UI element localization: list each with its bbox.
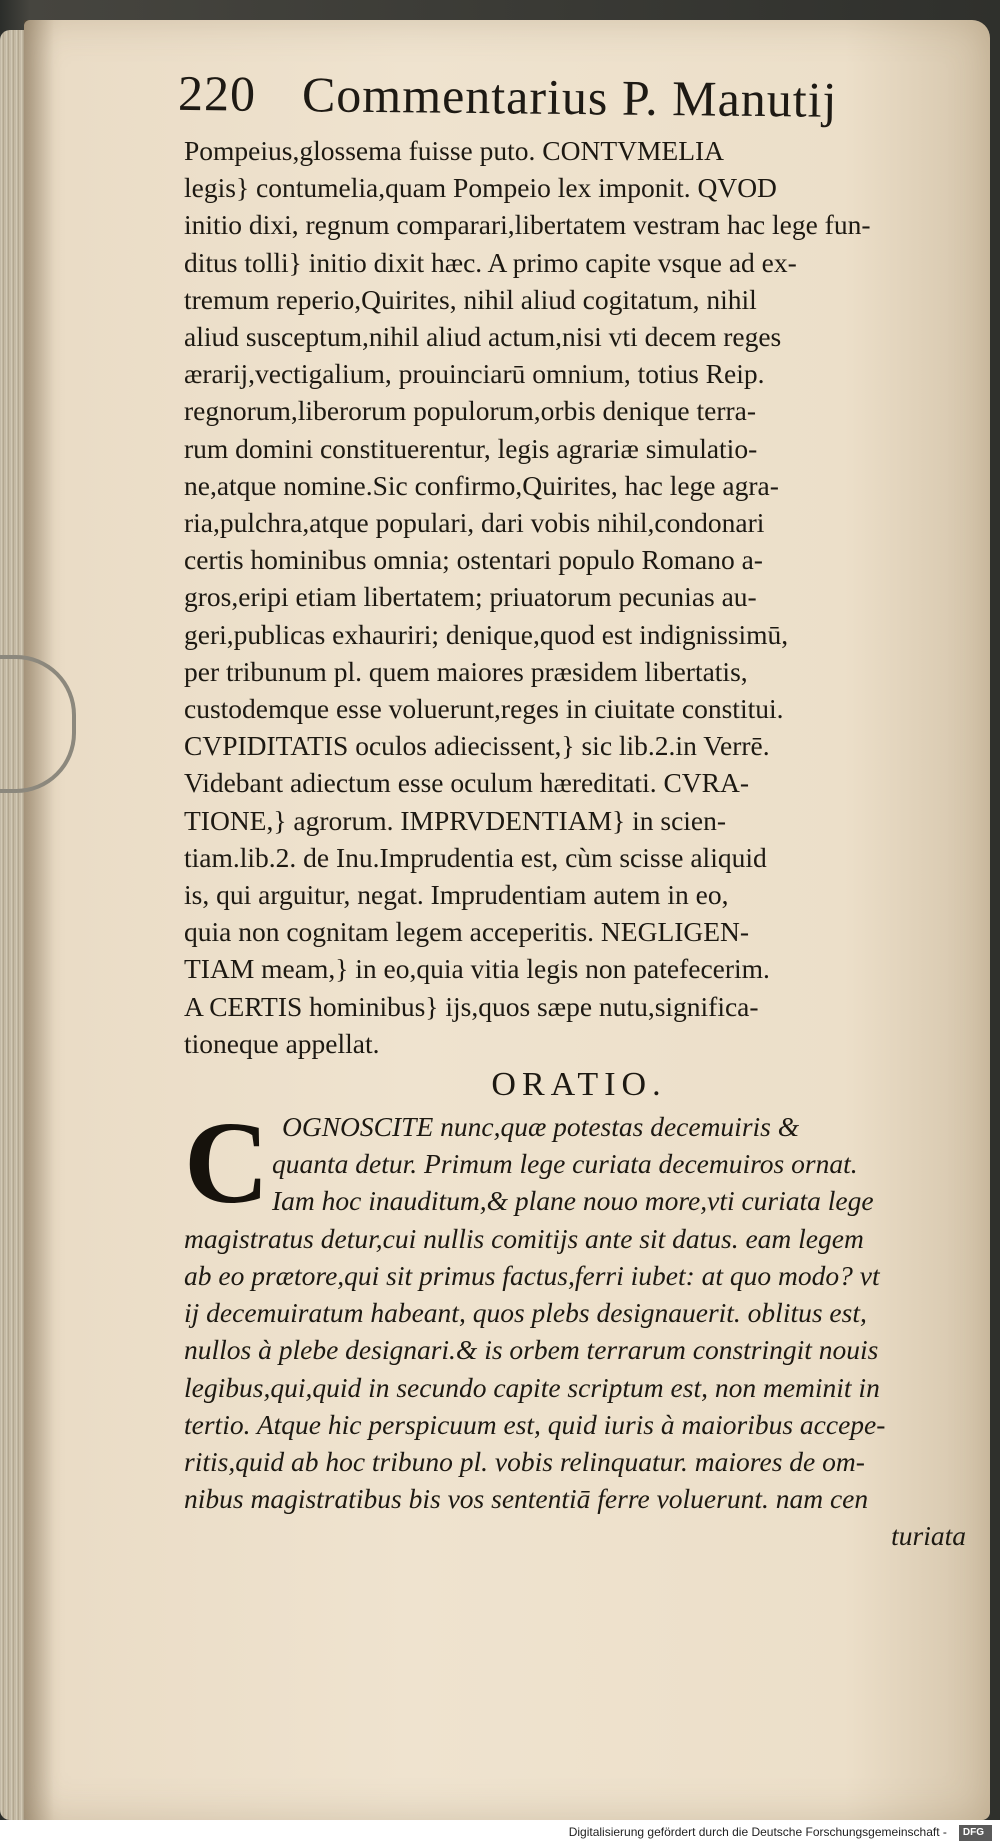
- catchword: turiata: [891, 1520, 966, 1552]
- commentary-line: tiam.lib.2. de Inu.Imprudentia est, cùm scisse aliquid: [184, 841, 767, 873]
- commentary-line: regnorum,liberorum populorum,orbis denique terra-: [184, 395, 756, 427]
- footer-text: Digitalisierung gefördert durch die Deutsche Forschungsgemeinschaft -: [568, 1825, 947, 1839]
- oratio-first-line: OGNOSCITE nunc,quæ potestas decemuiris &: [282, 1111, 800, 1143]
- commentary-line: is, qui arguitur, negat. Imprudentiam autem in eo,: [184, 879, 729, 911]
- section-heading: ORATIO.: [491, 1066, 667, 1104]
- oratio-line: magistratus detur,cui nullis comitijs ante sit datus. eam legem: [184, 1222, 864, 1254]
- commentary-line: tioneque appellat.: [184, 1027, 380, 1059]
- commentary-line: geri,publicas exhauriri; denique,quod est indignissimū,: [184, 618, 789, 650]
- gutter-shadow: [24, 20, 54, 1820]
- commentary-line: ærarij,vectigalium, prouinciarū omnium, totius Reip.: [184, 358, 765, 390]
- oratio-line: ij decemuiratum habeant, quos plebs designauerit. oblitus est,: [184, 1297, 867, 1329]
- digitization-footer: [0, 1820, 1000, 1845]
- oratio-line: ritis,quid ab hoc tribuno pl. vobis relinquatur. maiores de om-: [184, 1445, 865, 1477]
- oratio-line: tertio. Atque hic perspicuum est, quid iuris à maioribus accepe-: [184, 1408, 886, 1440]
- commentary-line: CVPIDITATIS oculos adiecissent,} sic lib.2.in Verrē.: [184, 730, 770, 762]
- commentary-line: TIAM meam,} in eo,quia vitia legis non patefecerim.: [184, 953, 770, 985]
- oratio-line: legibus,qui,quid in secundo capite scriptum est, non meminit in: [184, 1371, 880, 1403]
- drop-cap: C: [184, 1097, 270, 1229]
- commentary-line: ria,pulchra,atque populari, dari vobis nihil,condonari: [184, 507, 765, 539]
- oratio-lines: [184, 1145, 974, 1517]
- commentary-line: Videbant adiectum esse oculum hæreditati. CVRA-: [184, 767, 750, 799]
- commentary-line: legis} contumelia,quam Pompeio lex imponit. QVOD: [184, 172, 777, 204]
- commentary-line: ditus tolli} initio dixit hæc. A primo capite vsque ad ex-: [184, 246, 797, 278]
- commentary-line: tremum reperio,Quirites, nihil aliud cogitatum, nihil: [184, 283, 757, 315]
- commentary-block: [184, 132, 974, 1062]
- oratio-line: nullos à plebe designari.& is orbem terrarum constringit nouis: [184, 1334, 879, 1366]
- running-head: [178, 64, 959, 130]
- commentary-line: gros,eripi etiam libertatem; priuatorum pecunias au-: [184, 581, 757, 613]
- commentary-line: rum domini constituerentur, legis agrariæ simulatio-: [184, 432, 758, 464]
- oratio-line: quanta detur. Primum lege curiata decemuiros ornat.: [272, 1148, 858, 1180]
- commentary-line: custodemque esse voluerunt,reges in ciuitate constitui.: [184, 693, 784, 725]
- commentary-line: ne,atque nomine.Sic confirmo,Quirites, hac lege agra-: [184, 469, 779, 501]
- oratio-line: Iam hoc inauditum,& plane nouo more,vti curiata lege: [272, 1185, 874, 1217]
- commentary-line: quia non cognitam legem acceperitis. NEGLIGEN-: [184, 916, 750, 948]
- dfg-logo: DFG: [959, 1825, 992, 1841]
- commentary-line: A CERTIS hominibus} ijs,quos sæpe nutu,significa-: [184, 990, 759, 1022]
- commentary-line: Pompeius,glossema fuisse puto. CONTVMELIA: [184, 135, 725, 166]
- commentary-line: certis hominibus omnia; ostentari populo Romano a-: [184, 544, 763, 576]
- page-body: [184, 132, 974, 1555]
- oratio-line: nibus magistratibus bis vos sententiā ferre voluerunt. nam cen: [184, 1483, 869, 1515]
- commentary-line: initio dixi, regnum comparari,libertatem vestram hac lege fun-: [184, 209, 871, 241]
- commentary-line: aliud susceptum,nihil aliud actum,nisi vti decem reges: [184, 321, 782, 353]
- commentary-line: per tribunum pl. quem maiores præsidem libertatis,: [184, 655, 748, 687]
- oratio-block: [184, 1097, 974, 1554]
- oratio-line: ab eo prætore,qui sit primus factus,ferri iubet: at quo modo? vt: [184, 1259, 880, 1291]
- running-title: Commentarius P. Manutij: [301, 66, 838, 128]
- commentary-line: TIONE,} agrorum. IMPRVDENTIAM} in scien-: [184, 804, 727, 836]
- page-number: 220: [177, 64, 257, 122]
